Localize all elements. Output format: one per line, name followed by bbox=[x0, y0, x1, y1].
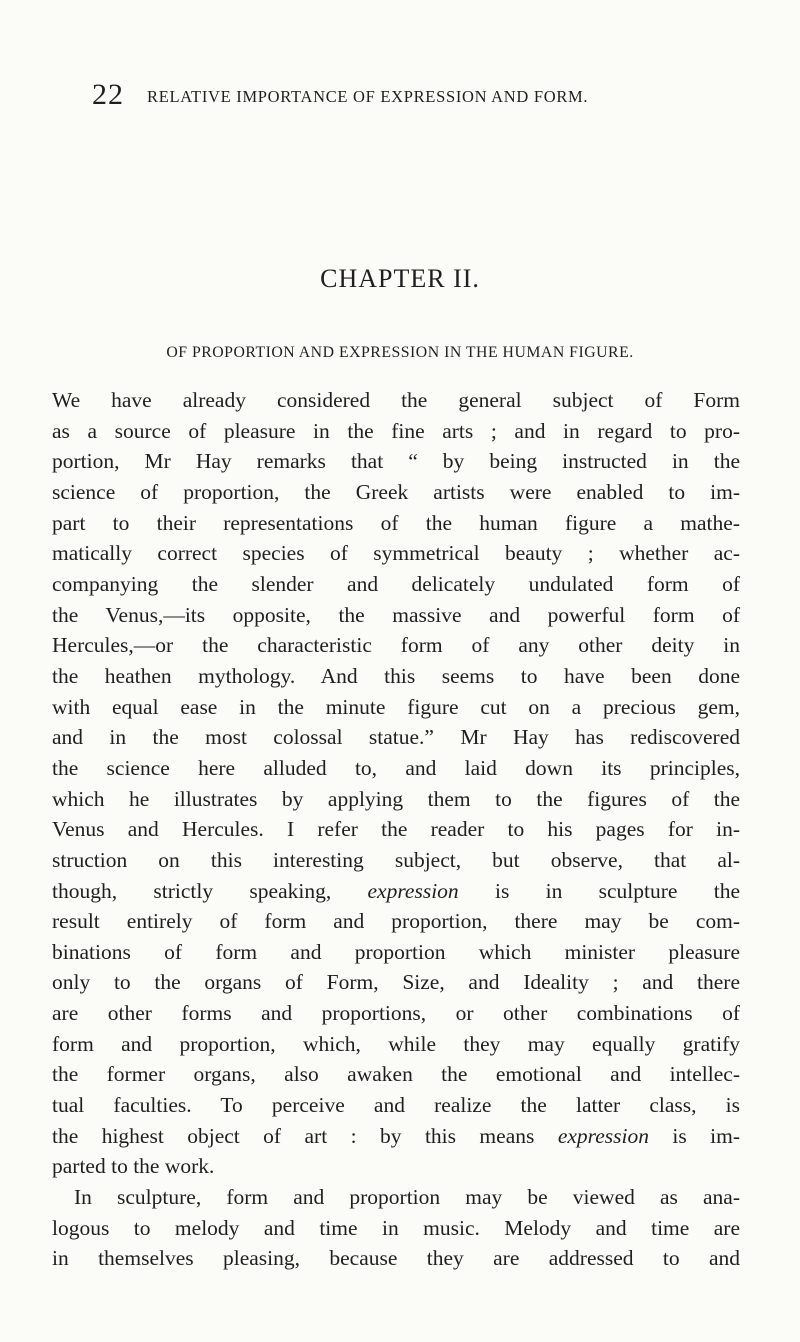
text-line: which he illustrates by applying them to the figures of the bbox=[52, 786, 740, 811]
emphasis-expression: expression bbox=[367, 878, 459, 903]
chapter-subtitle: OF PROPORTION AND EXPRESSION IN THE HUMAN FIGURE. bbox=[166, 344, 634, 361]
text-line: form and proportion, which, while they may equally gratify bbox=[52, 1031, 740, 1056]
text-line: science of proportion, the Greek artists were enabled to im- bbox=[52, 479, 740, 504]
text-line: Hercules,—or the characteristic form of any other deity in bbox=[52, 633, 740, 658]
running-header bbox=[92, 78, 712, 112]
text-line: are other forms and proportions, or other combinations of bbox=[52, 1001, 740, 1026]
text-line: result entirely of form and proportion, there may be com- bbox=[52, 909, 740, 934]
text-line: the former organs, also awaken the emotional and intellec- bbox=[52, 1062, 740, 1087]
text-line bbox=[52, 1121, 740, 1152]
text-line: companying the slender and delicately undulated form of bbox=[52, 571, 740, 596]
text-line: parted to the work. bbox=[52, 1154, 215, 1179]
text-line: Venus and Hercules. I refer the reader to his pages for in- bbox=[52, 817, 740, 842]
text-line: only to the organs of Form, Size, and Ideality ; and there bbox=[52, 970, 740, 995]
text-line: We have already considered the general subject of Form bbox=[52, 388, 740, 412]
text-line bbox=[52, 876, 740, 907]
text-line: as a source of pleasure in the fine arts ; and in regard to pro- bbox=[52, 418, 740, 443]
body-text bbox=[52, 385, 740, 1274]
text-segment: is im- bbox=[672, 1123, 741, 1148]
emphasis-expression: expression bbox=[557, 1123, 649, 1148]
text-line: matically correct species of symmetrical beauty ; whether ac- bbox=[52, 541, 740, 566]
text-line: In sculpture, form and proportion may be viewed as ana- bbox=[74, 1185, 740, 1210]
running-title: RELATIVE IMPORTANCE OF EXPRESSION AND FORM. bbox=[147, 87, 589, 106]
text-line: logous to melody and time in music. Melody and time are bbox=[52, 1215, 740, 1240]
text-segment: the highest object of art : by this means bbox=[52, 1123, 535, 1148]
text-line: the science here alluded to, and laid down its principles, bbox=[52, 755, 740, 780]
text-segment: is in sculpture the bbox=[494, 878, 740, 903]
text-line: in themselves pleasing, because they are addressed to and bbox=[52, 1246, 740, 1271]
text-line: with equal ease in the minute figure cut on a precious gem, bbox=[52, 694, 740, 719]
text-segment: though, strictly speaking, bbox=[52, 878, 332, 903]
text-line: portion, Mr Hay remarks that “ by being instructed in the bbox=[52, 449, 740, 474]
text-line: the Venus,—its opposite, the massive and powerful form of bbox=[52, 602, 740, 627]
text-line: struction on this interesting subject, but observe, that al- bbox=[52, 847, 740, 872]
text-line: and in the most colossal statue.” Mr Hay has rediscovered bbox=[52, 725, 740, 750]
page-number: 22 bbox=[92, 78, 124, 111]
text-line: tual faculties. To perceive and realize the latter class, is bbox=[52, 1093, 740, 1118]
text-line: part to their representations of the human figure a mathe- bbox=[52, 510, 740, 535]
chapter-title: CHAPTER II. bbox=[320, 264, 480, 293]
text-line: the heathen mythology. And this seems to have been done bbox=[52, 663, 740, 688]
text-line: binations of form and proportion which minister pleasure bbox=[52, 939, 740, 964]
